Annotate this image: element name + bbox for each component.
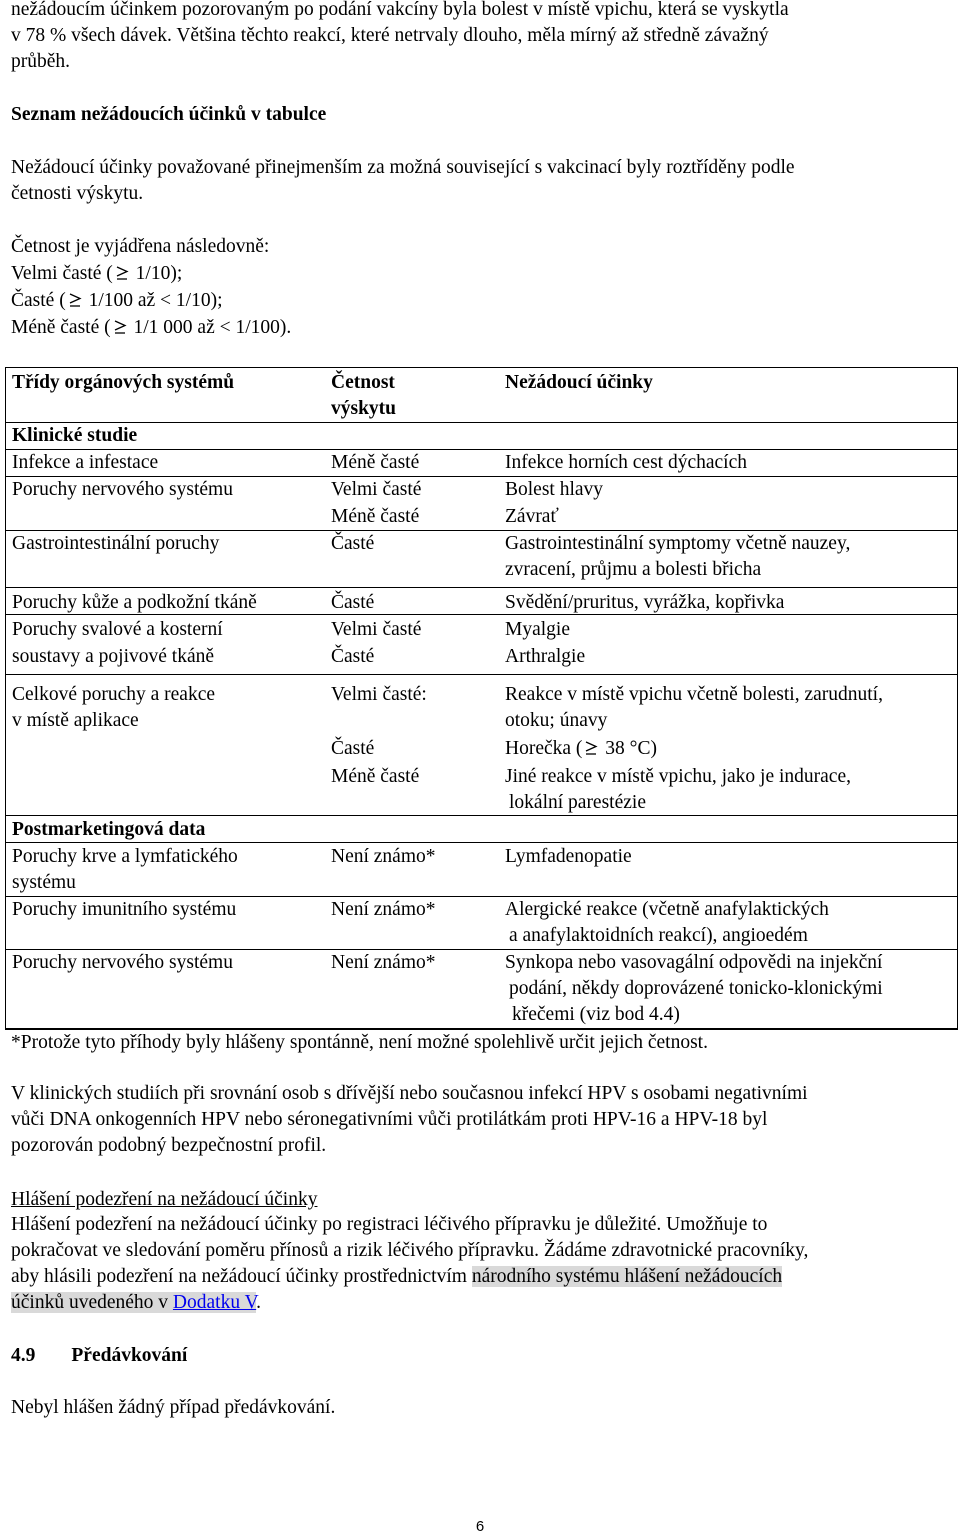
table-row-effect: Synkopa nebo vasovagální odpovědi na injekční <box>505 952 883 973</box>
section-4-9-text: Nebyl hlášen žádný případ předávkování. <box>11 1397 336 1418</box>
table-row-freq: Méně časté <box>331 506 420 527</box>
table-row-effect: Infekce horních cest dýchacích <box>505 452 747 473</box>
table-row-effect: Svědění/pruritus, vyrážka, kopřivka <box>505 592 785 613</box>
table-row-effect: Gastrointestinální symptomy včetně nauzey, <box>505 533 851 554</box>
table-row-effect: Reakce v místě vpichu včetně bolesti, zarudnutí, <box>505 684 883 705</box>
intro-line-1: nežádoucím účinkem pozorovaným po podání vakcíny byla bolest v místě vpichu, která se vyskytla <box>11 0 789 20</box>
section-title: Seznam nežádoucích účinků v tabulce <box>11 104 327 125</box>
table-row-soc: Celkové poruchy a reakce <box>12 684 216 705</box>
section-number: 4.9 <box>11 1345 36 1366</box>
table-row-effect-cont: podání, někdy doprovázené tonicko-klonickými <box>509 978 883 999</box>
table-row-soc: Poruchy nervového systému <box>12 952 233 973</box>
table-rule <box>6 674 957 675</box>
report-line-4: účinků uvedeného v Dodatku V. <box>11 1292 262 1313</box>
table-row-soc: Poruchy svalové a kosterní <box>12 619 223 640</box>
report-heading: Hlášení podezření na nežádoucí účinky <box>11 1189 318 1210</box>
section-title: Předávkování <box>71 1345 188 1366</box>
table-row-effect: Závrať <box>505 506 559 527</box>
table-row-effect-cont: křečemi (viz bod 4.4) <box>512 1004 680 1025</box>
report-line-2: pokračovat ve sledování poměru přínosů a rizik léčivého přípravku. Žádáme zdravotnické pracovníky, <box>11 1240 809 1261</box>
classification-line-2: četnosti výskytu. <box>11 183 144 204</box>
header-soc: Třídy orgánových systémů <box>12 372 235 393</box>
report-line-3: aby hlásili podezření na nežádoucí účinky prostřednictvím národního systému hlášení nežádoucích <box>11 1266 783 1287</box>
table-row-effect: Arthralgie <box>505 646 586 667</box>
table-row-effect-cont: otoku; únavy <box>505 710 608 731</box>
table-row-effect: Lymfadenopatie <box>505 846 632 867</box>
table-row-effect: Bolest hlavy <box>505 479 604 500</box>
frequency-def-common: Časté ( 1/100 až < 1/10); <box>11 290 223 311</box>
hpv-line-2: vůči DNA onkogenních HPV nebo séronegativními vůči protilátkám proti HPV-16 a HPV-18 byl <box>11 1109 768 1130</box>
section-4-9-heading <box>11 1343 941 1370</box>
table-rule <box>6 815 957 816</box>
table-row-freq: Časté <box>331 646 375 667</box>
table-row-effect: Alergické reakce (včetně anafylaktických <box>505 899 829 920</box>
intro-line-3: průběh. <box>11 51 71 72</box>
greater-equal-icon <box>111 316 129 335</box>
greater-equal-icon <box>582 737 600 756</box>
section-postmarketing: Postmarketingová data <box>12 819 206 840</box>
table-row-freq: Velmi časté <box>331 619 422 640</box>
table-row-freq: Není známo* <box>331 952 436 973</box>
highlighted-text: účinků uvedeného v <box>11 1292 173 1313</box>
highlighted-text: národního systému hlášení nežádoucích <box>471 1266 783 1287</box>
annex-v-link[interactable]: Dodatku V <box>172 1292 257 1313</box>
header-effects: Nežádoucí účinky <box>505 372 653 393</box>
table-row-effect-cont: lokální parestézie <box>509 792 646 813</box>
table-row-effect: Horečka ( 38 °C) <box>505 738 657 759</box>
table-row-soc-cont: v místě aplikace <box>12 710 139 731</box>
table-rule <box>6 587 957 588</box>
classification-line-1: Nežádoucí účinky považované přinejmenším za možná související s vakcinací byly roztříděny podle <box>11 157 795 178</box>
table-row-freq: Méně časté <box>331 766 420 787</box>
table-row-soc: Poruchy kůže a podkožní tkáně <box>12 592 257 613</box>
table-row-effect-cont: zvracení, průjmu a bolesti břicha <box>505 559 762 580</box>
greater-equal-icon <box>66 289 84 308</box>
table-row-effect-cont: a anafylaktoidních reakcí), angioedém <box>509 925 808 946</box>
section-clinical-studies: Klinické studie <box>12 425 138 446</box>
table-row-soc: Poruchy imunitního systému <box>12 899 237 920</box>
greater-equal-icon <box>113 262 131 281</box>
frequency-intro: Četnost je vyjádřena následovně: <box>11 236 270 257</box>
adverse-effects-table <box>5 367 958 1030</box>
intro-line-2: v 78 % všech dávek. Většina těchto reakcí, které netrvaly dlouho, měla mírný až středně závažný <box>11 25 769 46</box>
table-row-freq: Velmi časté <box>331 479 422 500</box>
table-rule <box>6 422 957 423</box>
table-row-freq: Méně časté <box>331 452 420 473</box>
table-row-effect: Myalgie <box>505 619 570 640</box>
table-row-freq: Časté <box>331 738 375 759</box>
frequency-def-uncommon: Méně časté ( 1/1 000 až < 1/100). <box>11 317 292 338</box>
table-row-soc: Gastrointestinální poruchy <box>12 533 220 554</box>
table-row-soc-cont: systému <box>12 872 76 893</box>
hpv-line-1: V klinických studiích při srovnání osob s dřívější nebo současnou infekcí HPV s osobami negativními <box>11 1083 808 1104</box>
table-row-soc: Infekce a infestace <box>12 452 159 473</box>
table-footnote: *Protože tyto příhody byly hlášeny spontánně, není možné spolehlivě určit jejich četnost. <box>11 1032 708 1053</box>
page-number: 6 <box>475 1518 485 1535</box>
table-row-freq: Časté <box>331 533 375 554</box>
table-row-soc-cont: soustavy a pojivové tkáně <box>12 646 214 667</box>
table-row-effect: Jiné reakce v místě vpichu, jako je indurace, <box>505 766 851 787</box>
header-frequency: Četnost <box>331 372 395 393</box>
hpv-line-3: pozorován podobný bezpečnostní profil. <box>11 1135 327 1156</box>
table-row-freq: Není známo* <box>331 899 436 920</box>
report-line-1: Hlášení podezření na nežádoucí účinky po registraci léčivého přípravku je důležité. Umožňuje to <box>11 1214 768 1235</box>
table-row-soc: Poruchy krve a lymfatického <box>12 846 238 867</box>
header-frequency-2: výskytu <box>331 398 397 419</box>
table-row-soc: Poruchy nervového systému <box>12 479 233 500</box>
table-row-freq: Časté <box>331 592 375 613</box>
frequency-def-very-common: Velmi časté ( 1/10); <box>11 263 183 284</box>
table-row-freq: Velmi časté: <box>331 684 427 705</box>
table-row-freq: Není známo* <box>331 846 436 867</box>
table-rule <box>6 1028 957 1029</box>
